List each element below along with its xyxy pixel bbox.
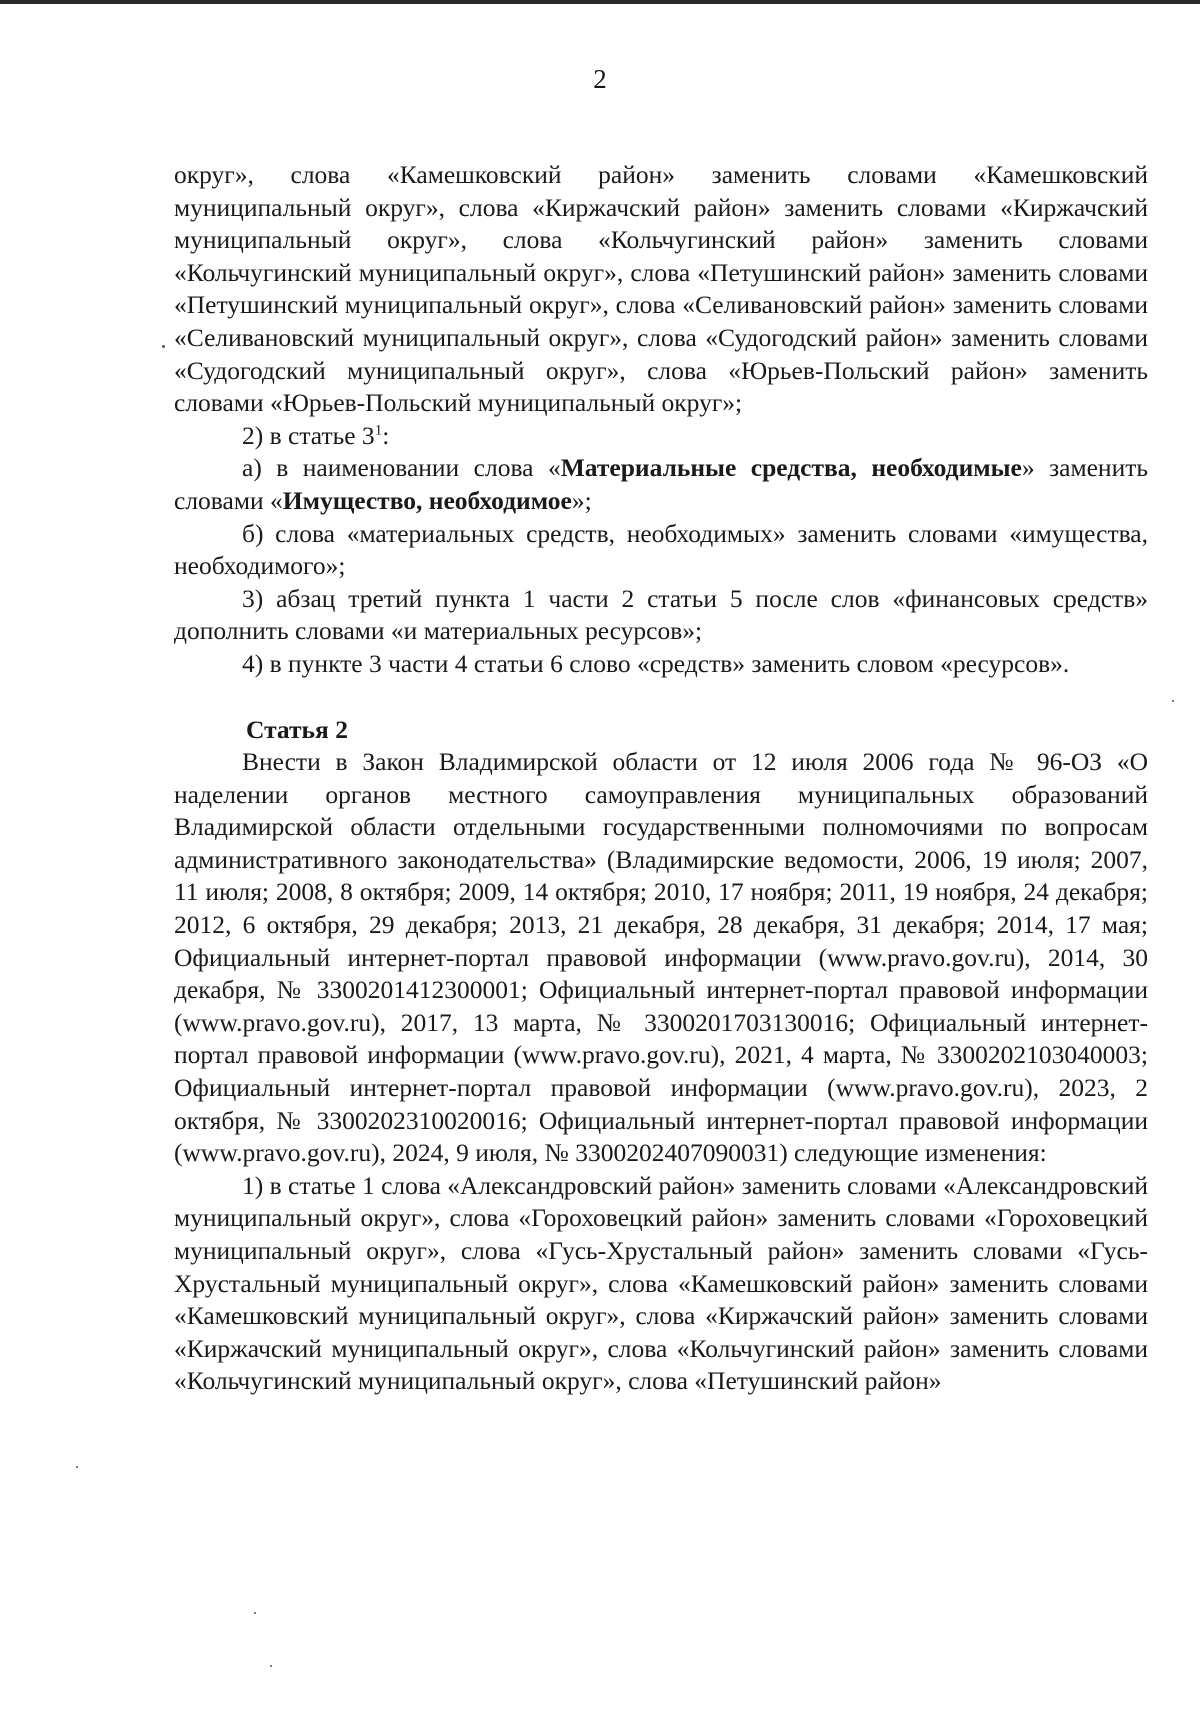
item2-prefix: 2) в статье 3 <box>242 420 375 450</box>
scan-speck <box>270 1665 272 1667</box>
scan-speck <box>1172 700 1174 702</box>
article1-item-4: 4) в пункте 3 части 4 статьи 6 слово «средств» заменить словом «ресурсов». <box>242 648 1070 678</box>
article2-item-1: 1) в статье 1 слова «Александровский район» заменить словами «Александровский муниципальный округ», слова «Гороховецкий район» заменить словами «Гороховецкий муниципальный округ», слова «Гусь-Хрустальный район» заменить словами «Гусь-Хрустальный муниципальный округ», слова «Камешковский район» заменить словами «Камешковский муниципальный округ», слова «Киржачский район» заменить словами «Киржачский муниципальный округ», слова «Кольчугинский район» заменить словами «Кольчугинский муниципальный округ», слова «Петушинский район» <box>174 1170 1148 1396</box>
page-number: 2 <box>593 64 607 94</box>
scan-top-edge <box>0 0 1200 4</box>
article1-item-2b: б) слова «материальных средств, необходимых» заменить словами «имущества, необходимого»; <box>174 518 1148 581</box>
article1-item-3: 3) абзац третий пункта 1 части 2 статьи 5 после слов «финансовых средств» дополнить словами «и материальных ресурсов»; <box>174 583 1148 646</box>
article1-item-2a <box>174 452 1148 517</box>
item2-suffix: : <box>382 420 390 450</box>
document-body <box>174 159 1148 1398</box>
item2a-pre: а) в наименовании слова « <box>242 453 561 483</box>
item2a-post: »; <box>571 485 592 515</box>
scan-speck <box>254 1612 256 1614</box>
item2a-bold-new-title: Имущество, необходимое <box>282 485 572 515</box>
item2a-bold-old-title: Материальные средства, необходимые <box>560 453 1022 483</box>
article1-item-2 <box>174 420 1148 453</box>
item2-superscript: 1 <box>374 422 383 439</box>
article1-continued-paragraph: округ», слова «Камешковский район» заменить словами «Камешковский муниципальный округ», слова «Киржачский район» заменить словами «Киржачский муниципальный округ», слова «Кольчугинский район» заменить словами «Кольчугинский муниципальный округ», слова «Петушинский район» заменить словами «Петушинский муниципальный округ», слова «Селивановский район» заменить словами «Селивановский муниципальный округ», слова «Судогодский район» заменить словами «Судогодский муниципальный округ», слова «Юрьев-Польский район» заменить словами «Юрьев-Польский муниципальный округ»; <box>174 160 1148 418</box>
item2a-mid: » заменить словами « <box>174 453 1148 515</box>
scan-speck <box>162 345 165 348</box>
scan-speck <box>76 1466 78 1468</box>
article2-intro: Внести в Закон Владимирской области от 12 июля 2006 года № 96-ОЗ «О наделении органов местного самоуправления муниципальных образований Владимирской области отдельными государственными полномочиями по вопросам административного законодательства» (Владимирские ведомости, 2006, 19 июля; 2007, 11 июля; 2008, 8 октября; 2009, 14 октября; 2010, 17 ноября; 2011, 19 ноября, 24 декабря; 2012, 6 октября, 29 декабря; 2013, 21 декабря, 28 декабря, 31 декабря; 2014, 17 мая; Официальный интернет-портал правовой информации (www.pravo.gov.ru), 2014, 30 декабря, № 3300201412300001; Официальный интернет-портал правовой информации (www.pravo.gov.ru), 2017, 13 марта, № 3300201703130016; Официальный интернет-портал правовой информации (www.pravo.gov.ru), 2021, 4 марта, № 3300202103040003; Официальный интернет-портал правовой информации (www.pravo.gov.ru), 2023, 2 октября, № 3300202310020016; Официальный интернет-портал правовой информации (www.pravo.gov.ru), 2024, 9 июля, № 3300202407090031) следующие изменения: <box>174 747 1148 1168</box>
article2-heading: Статья 2 <box>246 714 348 744</box>
